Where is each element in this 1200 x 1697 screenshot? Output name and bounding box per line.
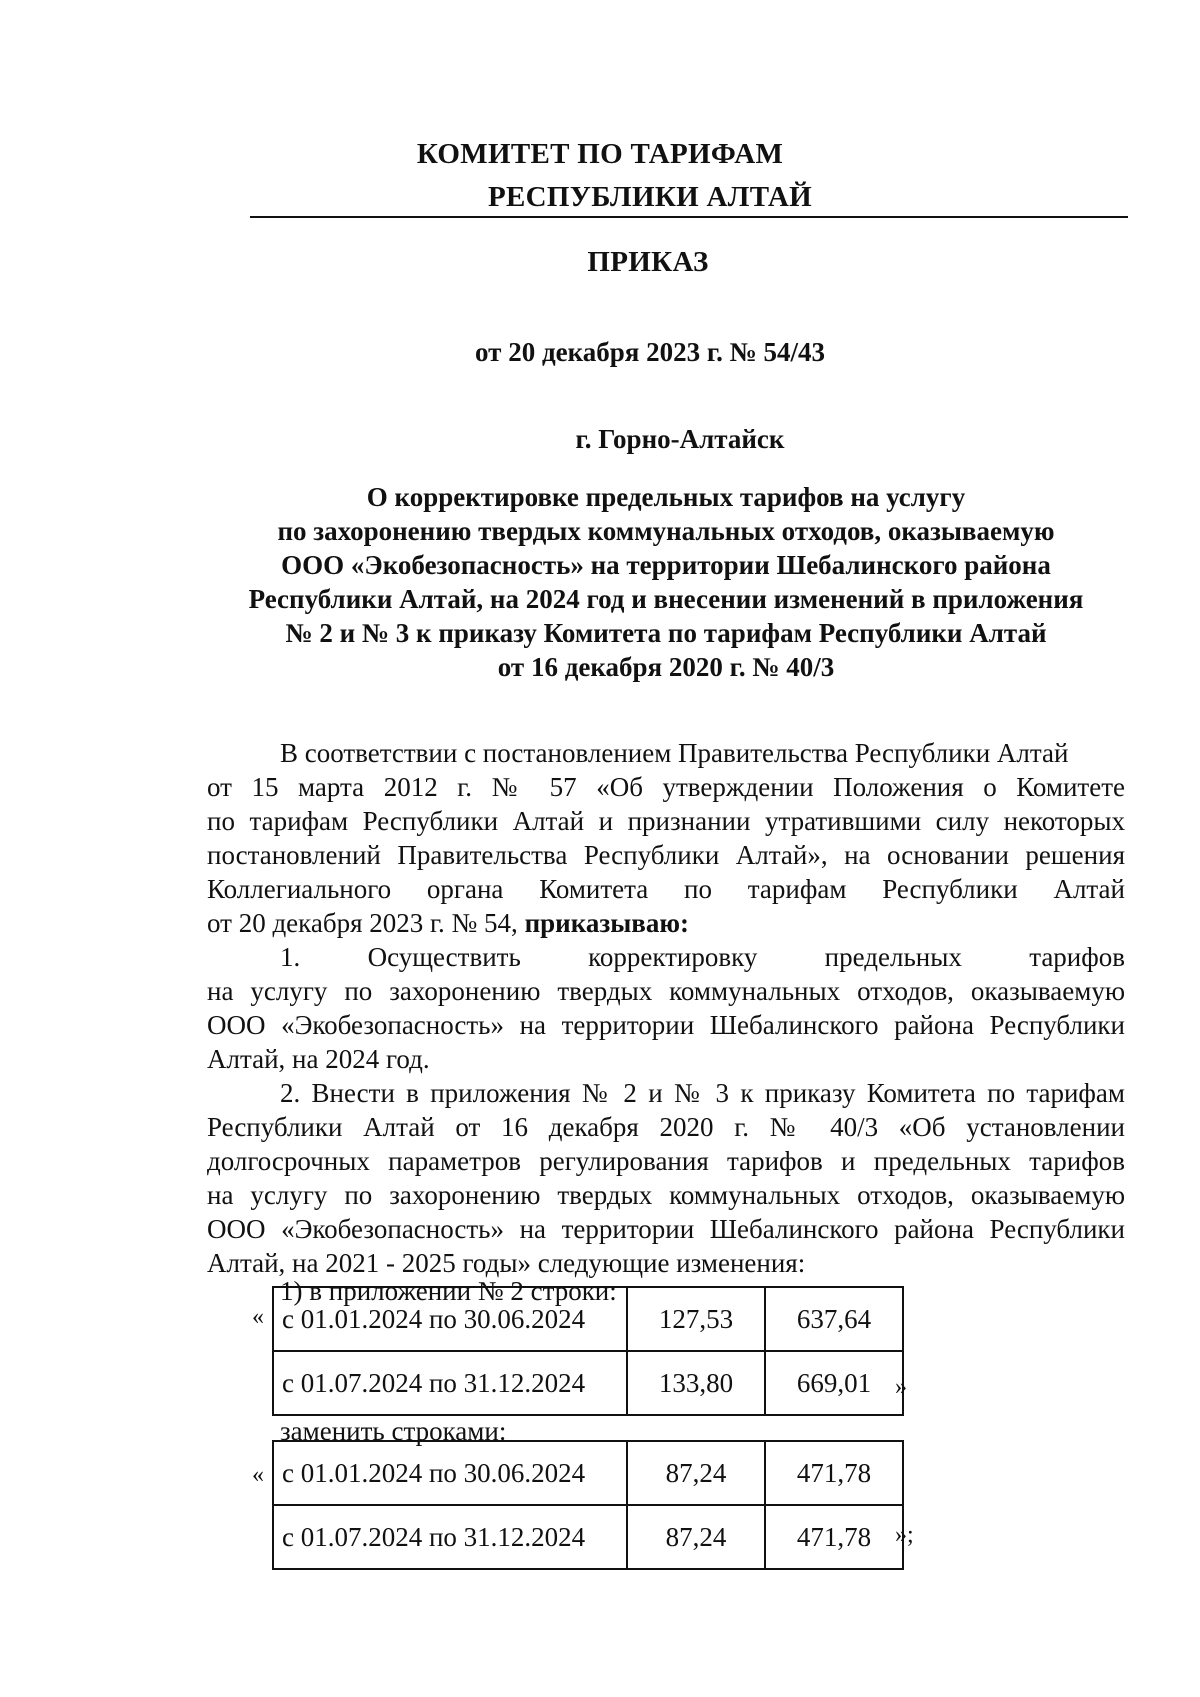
old-tariff-table <box>272 1286 904 1416</box>
subject-line: от 16 декабря 2020 г. № 40/3 <box>497 652 835 682</box>
period-cell: с 01.01.2024 по 30.06.2024 <box>273 1441 627 1505</box>
subject-line: ООО «Экобезопасность» на территории Шебалинского района <box>281 550 1051 580</box>
replace-phrase: заменить строками: <box>280 1416 507 1446</box>
preamble-line: постановлений Правительства Республики Алтай», на основании решения <box>207 840 1125 870</box>
city: г. Горно-Алтайск <box>575 424 785 454</box>
item2-line: долгосрочных параметров регулирования тарифов и предельных тарифов <box>207 1146 1125 1176</box>
period-cell: с 01.01.2024 по 30.06.2024 <box>273 1287 627 1351</box>
org-name-line1: КОМИТЕТ ПО ТАРИФАМ <box>416 138 784 170</box>
subject-line: Республики Алтай, на 2024 год и внесении изменений в приложения <box>248 584 1084 614</box>
value-cell: 471,78 <box>765 1505 903 1569</box>
preamble-line: Коллегиального органа Комитета по тарифам Республики Алтай <box>207 874 1125 904</box>
value-cell: 87,24 <box>627 1505 765 1569</box>
item2-subpoint: 1) в приложении № 2 строки: <box>280 1276 617 1306</box>
table-row <box>273 1441 903 1505</box>
subject-line: О корректировке предельных тарифов на услугу <box>366 482 966 512</box>
value-cell: 471,78 <box>765 1441 903 1505</box>
preamble-last-text: от 20 декабря 2023 г. № 54, <box>207 908 525 938</box>
date-number: от 20 декабря 2023 г. № 54/43 <box>475 337 825 367</box>
open-quote: « <box>252 1462 264 1488</box>
table-row <box>273 1505 903 1569</box>
close-quote: » <box>895 1374 907 1400</box>
preamble-line: от 15 марта 2012 г. № 57 «Об утверждении Положения о Комитете <box>207 772 1125 802</box>
close-quote-semicolon: »; <box>895 1522 914 1548</box>
subject-line: № 2 и № 3 к приказу Комитета по тарифам Республики Алтай <box>285 618 1047 648</box>
table-row <box>273 1351 903 1415</box>
period-cell: с 01.07.2024 по 31.12.2024 <box>273 1505 627 1569</box>
value-cell: 87,24 <box>627 1441 765 1505</box>
subject-line: по захоронению твердых коммунальных отходов, оказываемую <box>277 516 1055 546</box>
value-cell: 127,53 <box>627 1287 765 1351</box>
value-cell: 133,80 <box>627 1351 765 1415</box>
value-cell: 669,01 <box>765 1351 903 1415</box>
item1-line: Алтай, на 2024 год. <box>207 1044 430 1074</box>
item2-line: Алтай, на 2021 - 2025 годы» следующие изменения: <box>207 1248 806 1278</box>
item1-line: 1. Осуществить корректировку предельных тарифов <box>280 942 1125 972</box>
order-verb: приказываю: <box>524 908 689 938</box>
table-row <box>273 1287 903 1351</box>
item2-line: на услугу по захоронению твердых коммунальных отходов, оказываемую <box>207 1180 1125 1210</box>
doc-type: ПРИКАЗ <box>587 246 709 278</box>
new-tariff-table <box>272 1440 904 1570</box>
value-cell: 637,64 <box>765 1287 903 1351</box>
item1-line: на услугу по захоронению твердых коммунальных отходов, оказываемую <box>207 976 1125 1006</box>
header-rule <box>250 216 1128 218</box>
order-subject <box>166 480 1166 684</box>
preamble-last-line <box>207 906 1125 940</box>
period-cell: с 01.07.2024 по 31.12.2024 <box>273 1351 627 1415</box>
open-quote: « <box>252 1304 264 1330</box>
item2-line: 2. Внести в приложения № 2 и № 3 к приказу Комитета по тарифам <box>280 1078 1125 1108</box>
preamble-line: по тарифам Республики Алтай и признании утратившими силу некоторых <box>207 806 1125 836</box>
item1-line: ООО «Экобезопасность» на территории Шебалинского района Республики <box>207 1010 1125 1040</box>
preamble-line: В соответствии с постановлением Правительства Республики Алтай <box>280 738 1069 768</box>
item2-line: Республики Алтай от 16 декабря 2020 г. № 40/3 «Об установлении <box>207 1112 1125 1142</box>
item2-line: ООО «Экобезопасность» на территории Шебалинского района Республики <box>207 1214 1125 1244</box>
org-name-line2: РЕСПУБЛИКИ АЛТАЙ <box>487 181 813 213</box>
